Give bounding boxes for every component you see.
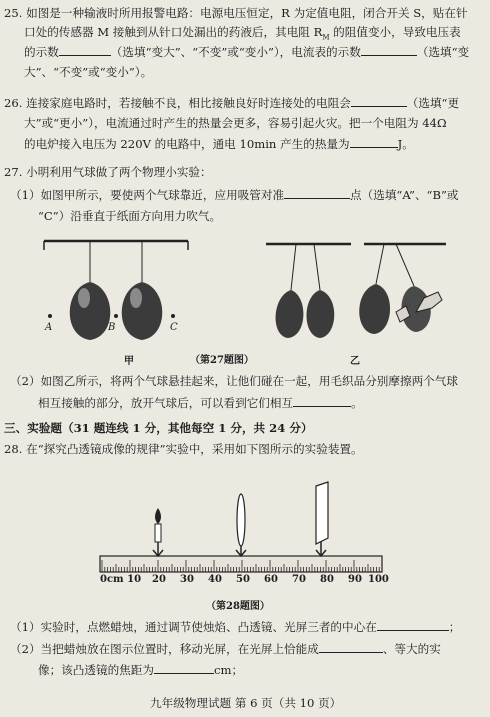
q28-p1 [10,620,460,634]
candle-flame-icon [155,508,161,524]
light-screen [316,482,328,544]
q28-p2d: cm； [213,663,244,677]
q27-p2c: 。 [351,396,363,410]
tick-label-90: 90 [348,574,362,585]
q26-line2: 大”或“更小”），电流通过时产生的热量会更多，容易引起火灾。把一个电阻为 44Ω [24,116,447,130]
tick-label-20: 20 [152,574,166,585]
q27-p2-line1: （2）如图乙所示，将两个气球悬挂起来，让他们碰在一起，用毛织品分别摩擦两个气球 [10,374,458,388]
q26-line1 [4,96,459,110]
q26-line1a: 26. 连接家庭电路时，若接触不良，相比接触良好时连接处的电阻会 [4,96,351,110]
q27-p2-line2 [38,396,363,410]
candle [155,524,161,542]
q27-blank-interaction[interactable] [293,396,351,407]
convex-lens [237,494,245,546]
page-footer: 九年级物理试题 第 6 页（共 10 页） [150,696,342,710]
tick-label-100: 100 [368,574,389,585]
q28-p2c: 像；该凸透镜的焦距为 [38,663,154,677]
q25-sub: M [322,33,330,42]
q28-p2b: 、等大的实 [382,642,441,656]
label-a: A [45,322,53,333]
tick-label-40: 40 [208,574,222,585]
q25-line2 [24,25,461,44]
fig27-caption: （第27题图） [190,355,254,366]
q28-p1a: （1）实验时，点燃蜡烛，通过调节使烛焰、凸透镜、光屏三者的中心在 [10,620,377,634]
q27-p1-line1 [10,188,459,202]
tick-label-80: 80 [320,574,334,585]
q25-line3c: （选填“变 [416,45,470,59]
tick-label-70: 70 [292,574,306,585]
q28-blank-height[interactable] [377,620,449,631]
q28-blank-image-type[interactable] [319,642,383,653]
label-b: B [108,322,116,333]
section-3-heading: 三、实验题（31 题连线 1 分，其他每空 1 分，共 24 分） [4,421,313,435]
q28-line1: 28. 在“探究凸透镜成像的规律”实验中，采用如下图所示的实验装置。 [4,442,363,456]
fig27-left-label: 甲 [124,356,134,367]
q27-p1a: （1）如图甲所示，要使两个气球靠近，应用吸管对准 [10,188,285,202]
q25-line2-text: 口处的传感器 M 接触到从针口处漏出的药液后，其电阻 R [24,25,323,39]
fig28-caption: （第28题图） [206,601,270,612]
q28-p2-line2 [38,663,243,677]
q26-line1b: （选填“更 [406,96,460,110]
q27-p1b: 点（选填“A”、“B”或 [350,188,459,202]
q25-line3 [24,45,469,59]
q26-line3b: J。 [397,137,414,151]
q28-blank-focal[interactable] [154,663,214,674]
q26-line3 [24,137,414,151]
q25-blank-voltage[interactable] [59,45,111,56]
q25-line2-end: 的阻值变小，导致电压表 [329,25,461,39]
fig27-right-label: 乙 [350,356,360,367]
tick-label-0: 0cm 10 [100,574,142,585]
q25-blank-current[interactable] [361,45,417,56]
tick-label-60: 60 [264,574,278,585]
q26-line3a: 的电炉接入电压为 220V 的电路中，通电 10min 产生的热量为 [24,137,350,151]
q28-p1b: ； [448,620,461,634]
q26-blank-heat[interactable] [350,137,398,148]
label-c: C [170,322,178,333]
q28-p2a: （2）当把蜡烛放在图示位置时，移动光屏，在光屏上恰能成 [10,642,319,656]
q26-blank-resistance[interactable] [351,96,407,107]
q25-line3b: （选填“变大”、“不变”或“变小”），电流表的示数 [110,45,361,59]
ruler-labels [96,574,389,588]
q27-p1-line2: “C”）沿垂直于纸面方向用力吹气。 [38,209,222,223]
figure-27-yi [256,236,456,346]
q27-blank-point[interactable] [284,188,350,199]
q25-line1: 25. 如图是一种输液时所用报警电路：电源电压恒定，R 为定值电阻，闭合开关 S，贴在针 [4,6,468,20]
tick-label-30: 30 [180,574,194,585]
q25-line4: 大”、“不变”或“变小”）。 [24,65,153,79]
q25-line3a: 的示数 [24,45,59,59]
q27-line1: 27. 小明利用气球做了两个物理小实验： [4,165,212,179]
tick-label-50: 50 [236,574,250,585]
q27-p2b: 相互接触的部分，放开气球后，可以看到它们相互 [38,396,294,410]
q28-p2-line1 [10,642,441,656]
